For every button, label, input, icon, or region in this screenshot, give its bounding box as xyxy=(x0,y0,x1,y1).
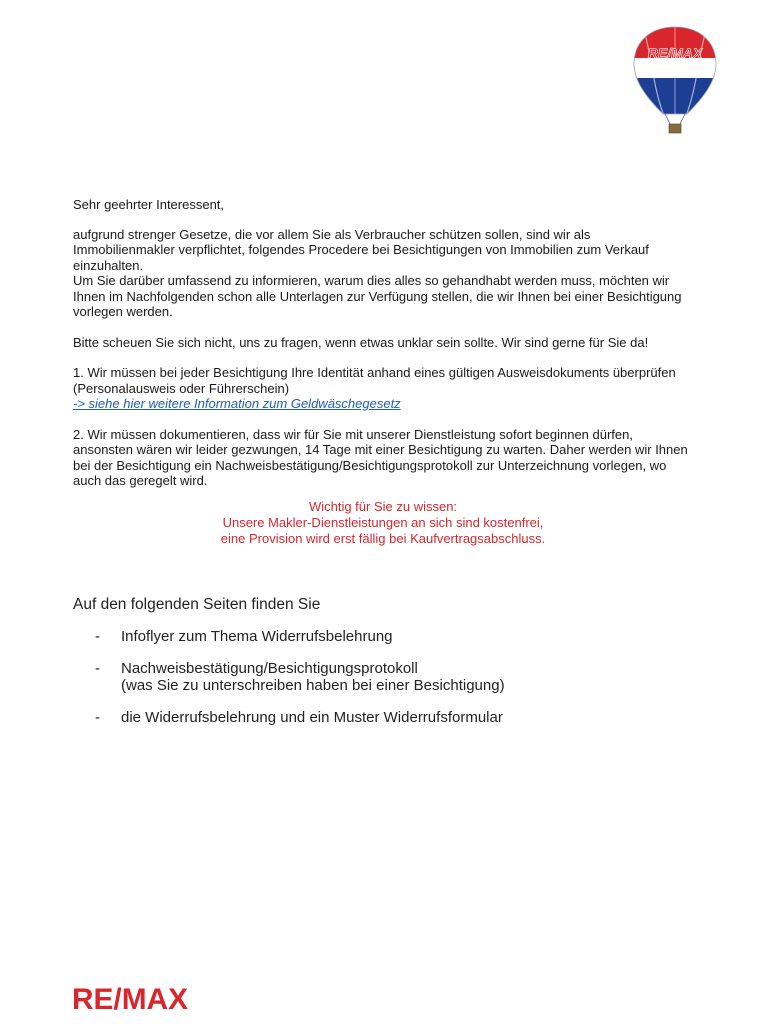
salutation: Sehr geehrter Interessent, xyxy=(73,197,225,212)
letter-body xyxy=(73,197,693,547)
footer-logo-text: RE/MAX xyxy=(72,983,188,1013)
list-item-text: Nachweisbestätigung/Besichtigungsprotokoll xyxy=(121,660,418,677)
point-2-paragraph: 2. Wir müssen dokumentieren, dass wir für Sie mit unserer Dienstleistung sofort beginnen dürfen, ansonsten wären wir leider gezwungen, 14 Tage mit einer Besichtigung zu warten. Daher werden wir Ihnen bei der Besichtigung ein Nachweisbestätigung/Besichtigungsprotokoll zur Unterzeichnung vorlegen, wo auch das geregelt wird. xyxy=(73,426,688,488)
list-item xyxy=(73,628,673,645)
following-pages-list xyxy=(73,628,673,741)
important-notice xyxy=(73,499,693,547)
list-item xyxy=(73,709,673,726)
intro-paragraph-2: Um Sie darüber umfassend zu informieren, warum dies alles so gehandhabt werden muss, möchten wir Ihnen im Nachfolgenden schon alle Unterlagen zur Verfügung stellen, die wir Ihnen bei einer Besichtigung vorlegen werden. xyxy=(73,273,682,319)
notice-line-2: Unsere Makler-Dienstleistungen an sich sind kostenfrei, xyxy=(222,514,544,530)
list-item-text: die Widerrufsbelehrung und ein Muster Widerrufsformular xyxy=(121,709,503,726)
notice-line-1: Wichtig für Sie zu wissen: xyxy=(308,498,458,514)
notice-line-3: eine Provision wird erst fällig bei Kaufvertragsabschluss. xyxy=(220,530,546,546)
questions-paragraph: Bitte scheuen Sie sich nicht, uns zu fragen, wenn etwas unklar sein sollte. Wir sind gerne für Sie da! xyxy=(73,334,649,350)
following-pages-title: Auf den folgenden Seiten finden Sie xyxy=(73,596,321,613)
money-laundering-info-link[interactable]: -> siehe hier weitere Information zum Geldwäschegesetz xyxy=(73,396,401,411)
remax-footer-logo xyxy=(72,983,188,1013)
list-item xyxy=(73,660,673,694)
list-item-text: Infoflyer zum Thema Widerrufsbelehrung xyxy=(121,628,393,645)
dash-marker: - xyxy=(95,709,100,726)
dash-marker: - xyxy=(95,660,100,677)
balloon-text: RE/MAX xyxy=(647,45,703,61)
intro-paragraph: aufgrund strenger Gesetze, die vor allem Sie als Verbraucher schützen sollen, sind wir als Immobilienmakler verpflichtet, folgendes Procedere bei Besichtigungen von Immobilien zum Verkauf einzuhalten. xyxy=(73,226,649,273)
list-item-subtext: (was Sie zu unterschreiben haben bei einer Besichtigung) xyxy=(121,677,505,694)
point-1-paragraph: 1. Wir müssen bei jeder Besichtigung Ihre Identität anhand eines gültigen Ausweisdokuments überprüfen (Personalausweis oder Führerschein) xyxy=(73,365,676,396)
dash-marker: - xyxy=(95,628,100,645)
remax-balloon-logo xyxy=(630,24,720,138)
